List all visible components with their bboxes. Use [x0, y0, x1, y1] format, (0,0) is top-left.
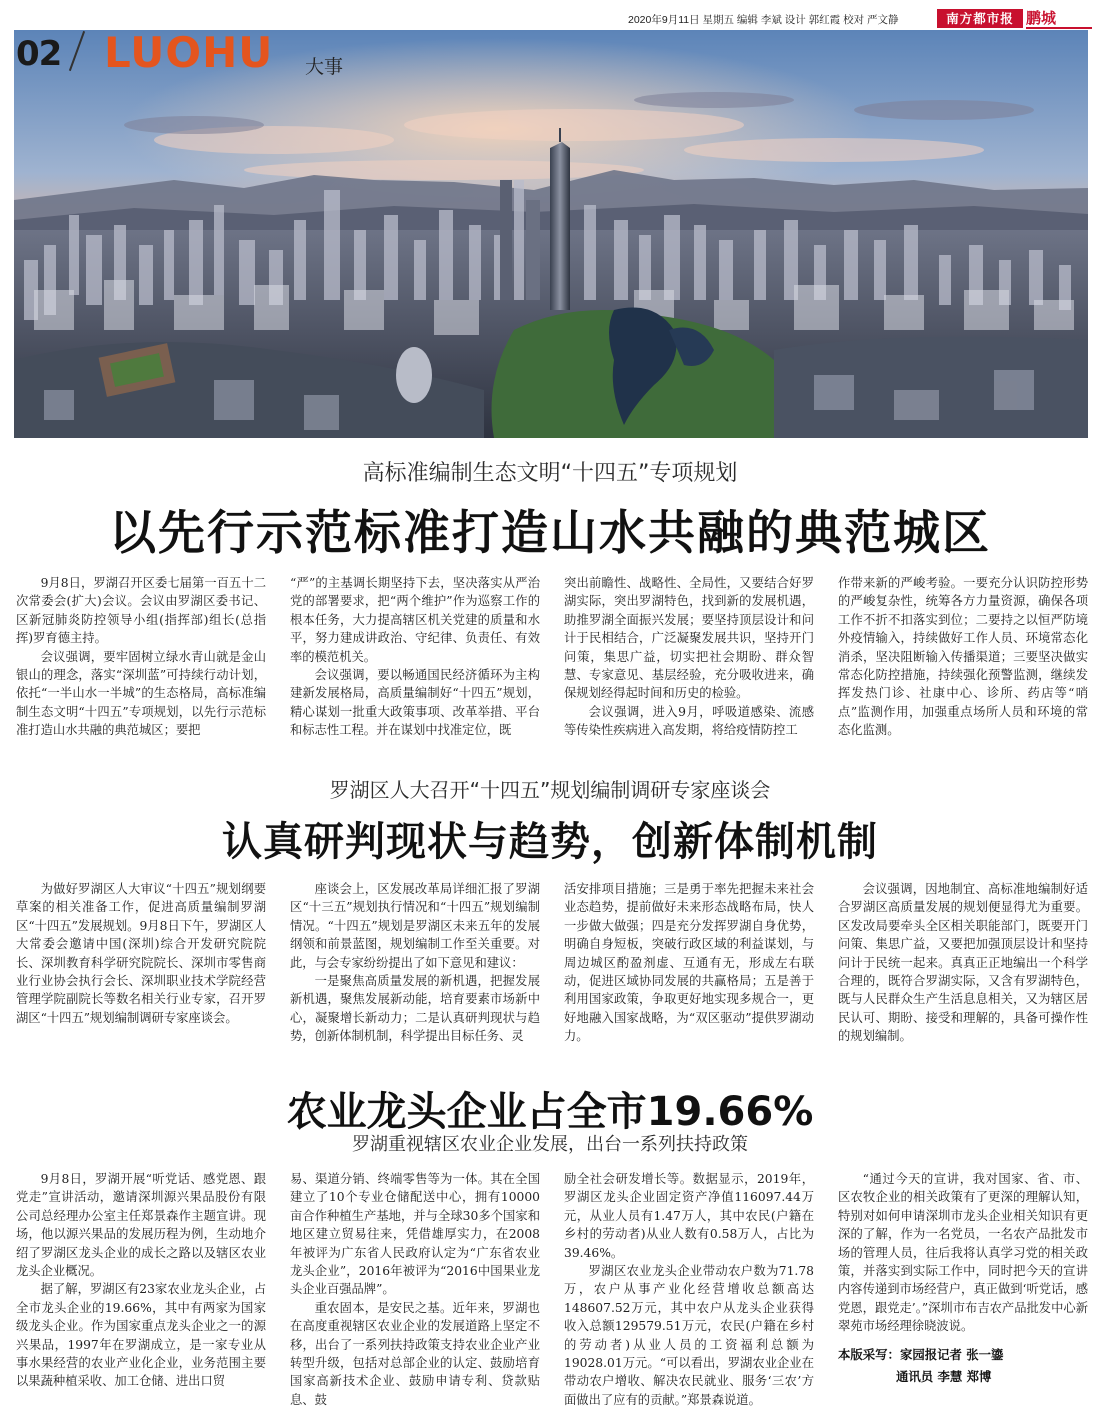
article2-headline: 认真研判现状与趋势，创新体制机制 [222, 819, 878, 865]
article1-column [838, 574, 1088, 740]
article2-column [838, 880, 1088, 1046]
article3-headline: 农业龙头企业占全市19.66% [286, 1089, 814, 1135]
article2-column [564, 880, 814, 1046]
article1-headline: 以先行示范标准打造山水共融的典范城区 [109, 506, 991, 561]
byline [838, 1344, 1088, 1388]
article1-column [16, 574, 266, 740]
article2-kicker: 罗湖区人大召开“十四五”规划编制调研专家座谈会 [329, 778, 771, 802]
paragraph: 为做好罗湖区人大审议“十四五”规划纲要草案的相关准备工作，促进高质量编制罗湖区“十四五”发展规划。9月8日下午，罗湖区人大常委会邀请中国(深圳)综合开发研究院院长、深圳教育科学研究院院长、深圳市零售商业行业协会执行会长、深圳职业技术学院经营管理学院副院长等数名相关行业专家，召开罗湖区“十四五”规划编制调研专家座谈会。 [16, 882, 266, 1025]
article3-column [564, 1170, 814, 1409]
paragraph: 会议强调，因地制宜、高标准地编制好适合罗湖区高质量发展的规划便显得尤为重要。区发改局要牵头全区相关职能部门，既要开门问策、集思广益，又要把加强顶层设计和坚持问计于民统一起来。真真正正地编出一个科学合理的，既符合罗湖实际，又含有罗湖特色，既与人民群众生产生活息息相关，又为辖区居民认可、期盼、接受和理解的，具备可操作性的规划编制。 [838, 882, 1088, 1044]
paragraph: 会议强调，要牢固树立绿水青山就是金山银山的理念，落实“深圳蓝”可持续行动计划，依托“一半山水一半城”的生态格局，高标准编制生态文明“十四五”专项规划，以先行示范标准打造山水共融的典范城区；要把 [16, 649, 266, 738]
paragraph: 活安排项目措施；三是勇于率先把握未来社会业态趋势，提前做好未来形态战略布局，快人一步做大做强；四是充分发挥罗湖自身优势，明确自身短板，突破行政区域的利益谋划，与周边城区酌盈剂虚、互通有无，形成左右联动，促进区域协同发展的共赢格局；五是善于利用国家政策，争取更好地实现多规合一，更好地融入国家战略，为“双区驱动”提供罗湖动力。 [564, 882, 814, 1044]
paragraph: 9月8日，罗湖开展“听党话、感党恩、跟党走”宣讲活动，邀请深圳源兴果品股份有限公司总经理办公室主任郑景森作主题宣讲。现场，他以源兴果品的发展历程为例，生动地介绍了罗湖区龙头企业的成长之路以及辖区农业龙头企业概况。 [16, 1172, 266, 1279]
paragraph: 作带来新的严峻考验。一要充分认识防控形势的严峻复杂性，统筹各方力量资源，确保各项工作不折不扣落实到位；二要持之以恒严防境外疫情输入，持续做好工作人员、环境常态化消杀，坚决阻断输入传播渠道；三要坚决做实常态化防控措施，持续强化预警监测，继续发挥发热门诊、社康中心、诊所、药店等“哨点”监测作用，加强重点场所人员和环境的常态化监测。 [838, 576, 1088, 738]
article3-column [16, 1170, 266, 1409]
article1-body [16, 574, 1088, 740]
section-subtitle: 大事 [305, 56, 344, 78]
byline-reporter: 本版采写：家园报记者 张一鎏 [838, 1346, 1004, 1362]
hero-photo [14, 30, 1088, 438]
paragraph: 易、渠道分销、终端零售等为一体。其在全国建立了10个专业仓储配送中心，拥有10000亩合作种植生产基地，并与全球30多个国家和地区建立贸易往来，凭借雄厚实力，在2008年被评为广东省人民政府认定为“广东省农业龙头企业”，2016年被评为“2016中国果业龙头企业百强品牌”。 [290, 1172, 540, 1297]
paragraph: 励全社会研发增长等。数据显示，2019年，罗湖区龙头企业固定资产净值116097.44万元，从业人员有1.47万人，其中农民(户籍在乡村的劳动者)从业人数有0.58万人，占比为39.46%。 [564, 1172, 814, 1260]
page-number: 02 [16, 34, 62, 74]
article2-column [16, 880, 266, 1046]
article2-body [16, 880, 1088, 1046]
article2-column [290, 880, 540, 1046]
article3-column [838, 1170, 1088, 1409]
newspaper-logo: 南方都市报 [937, 9, 1023, 28]
paragraph: 一是聚焦高质量发展的新机遇，把握发展新机遇，聚焦发展新动能，培育要素市场新中心，凝聚增长新动力；二是认真研判现状与趋势，创新体制机制，科学提出目标任务、灵 [290, 974, 540, 1044]
paragraph: 罗湖区农业龙头企业带动农户数为71.78万，农户从事产业化经营增收总额高达148607.52万元，其中农户从龙头企业获得收入总额129579.51万元，农民(户籍在乡村的劳动者)从业人员的工资福利总额为19028.01万元。“可以看出，罗湖农业企业在带动农户增收、解决农民就业、服务‘三农’方面做出了应有的贡献。”郑景森说道。 [564, 1264, 814, 1407]
paragraph: “通过今天的宣讲，我对国家、省、市、区农牧企业的相关政策有了更深的理解认知，特别对如何申请深圳市龙头企业相关知识有更深的了解，作为一名党员，一名农产品批发市场的管理人员，往后我将认真学习党的相关政策，并落实到实际工作中，同时把今天的宣讲内容传递到市场经营户，真正做到‘听党话，感党恩，跟党走’。”深圳市布吉农产品批发中心新翠苑市场经理徐晓波说。 [838, 1172, 1088, 1334]
byline-correspondents: 通讯员 李慧 郑博 [896, 1368, 992, 1384]
paragraph: “严”的主基调长期坚持下去，坚决落实从严治党的部署要求，把“两个维护”作为巡察工作的根本任务，大力提高辖区机关党建的质量和水平，努力建成讲政治、守纪律、负责任、有效率的模范机关。 [290, 576, 540, 664]
section-name: LUOHU [104, 28, 274, 77]
paragraph: 会议强调，进入9月，呼吸道感染、流感等传染性疾病进入高发期，将给疫情防控工 [564, 704, 814, 738]
article3-body [16, 1170, 1088, 1409]
article1-column [564, 574, 814, 740]
paragraph: 座谈会上，区发展改革局详细汇报了罗湖区“十三五”规划执行情况和“十四五”规划编制情况。“十四五”规划是罗湖区未来五年的发展纲领和前景蓝图，规划编制工作至关重要。对此，与会专家纷纷提出了如下意见和建议： [290, 882, 540, 970]
paragraph: 会议强调，要以畅通国民经济循环为主构建新发展格局，高质量编制好“十四五”规划，精心谋划一批重大政策事项、改革举措、平台和标志性工程。并在谋划中找准定位，既 [290, 668, 540, 738]
date-line: 2020年9月11日 星期五 编辑 李斌 设计 郭红霞 校对 严文静 [628, 14, 899, 26]
paragraph: 突出前瞻性、战略性、全局性，又要结合好罗湖实际，突出罗湖特色，找到新的发展机遇，助推罗湖全面振兴发展；要坚持顶层设计和问计于民相结合，广泛凝聚发展共识，坚持开门问策，集思广益，切实把社会期盼、群众智慧、专家意见、基层经验，充分吸收进来，确保规划经得起时间和历史的检验。 [564, 576, 814, 701]
article3-column [290, 1170, 540, 1409]
paragraph: 9月8日，罗湖召开区委七届第一百五十二次常委会(扩大)会议。会议由罗湖区委书记、区新冠肺炎防控领导小组(指挥部)组长(总指挥)罗育德主持。 [16, 576, 266, 646]
paragraph: 重农固本，是安民之基。近年来，罗湖也在高度重视辖区农业企业的发展道路上坚定不移，出台了一系列扶持政策支持农业企业产业转型升级，包括对总部企业的认定、鼓励培育国家高新技术企业、鼓励申请专利、贷款贴息、鼓 [290, 1300, 540, 1407]
article1-column [290, 574, 540, 740]
regional-logo: 鹏城 [1026, 8, 1092, 29]
article1-kicker: 高标准编制生态文明“十四五”专项规划 [362, 461, 738, 486]
city-panorama-image [14, 30, 1088, 438]
article3-subhead: 罗湖重视辖区农业企业发展，出台一系列扶持政策 [352, 1134, 748, 1155]
paragraph: 据了解，罗湖区有23家农业龙头企业，占全市龙头企业的19.66%，其中有两家为国家级龙头企业。作为国家重点龙头企业之一的源兴果品，1997年在罗湖成立，是一家专业从事水果经营的农业产业化企业，业务范围主要以果蔬种植采收、加工仓储、进出口贸 [16, 1282, 266, 1389]
